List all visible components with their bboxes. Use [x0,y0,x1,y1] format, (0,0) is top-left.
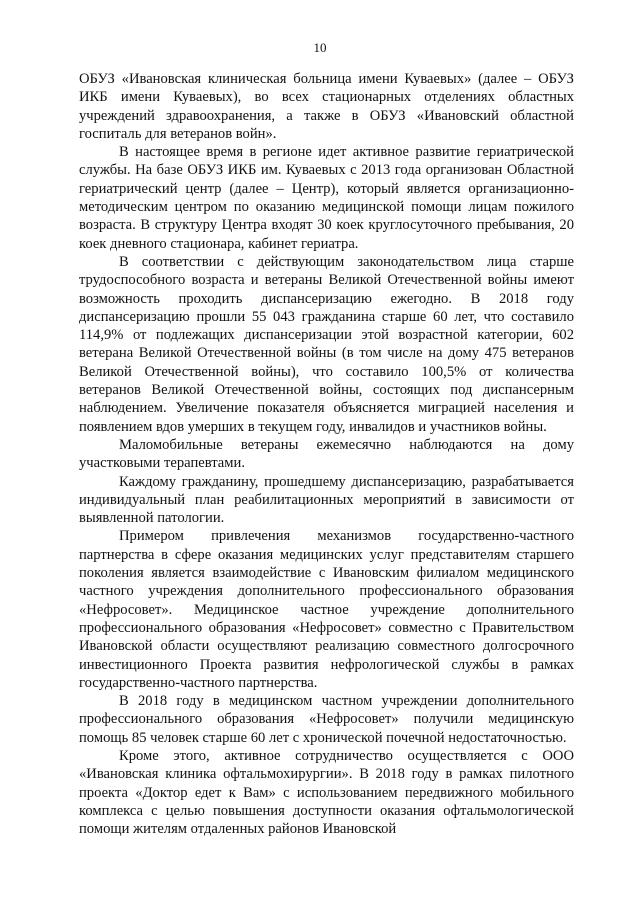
paragraph-nefrosovet-2018: В 2018 году в медицинском частном учреждении дополнительного профессионального образования «Нефросовет» получили медицинскую помощь 85 человек старше 60 лет с хронической почечной недостаточностью. [79,693,574,746]
page-number: 10 [313,40,327,55]
paragraph-geriatric-service: В настоящее время в регионе идет активное развитие гериатрической службы. На базе ОБУЗ ИКБ им. Куваевых с 2013 года организован Областной гериатрический центр (далее – Центр), который является организационно-методическим центром по оказанию медицинской помощи лицам пожилого возраста. В структуру Центра входят 30 коек круглосуточного пребывания, 20 коек дневного стационара, кабинет гериатра. [79,144,574,252]
paragraph-hospital-list: ОБУЗ «Ивановская клиническая больница имени Куваевых» (далее – ОБУЗ ИКБ имени Куваевых), во всех стационарных отделениях областных учреждений здравоохранения, а также в ОБУЗ «Ивановский областной госпиталь для ветеранов войн». [79,71,574,142]
paragraph-public-private-partnership: Примером привлечения механизмов государственно-частного партнерства в сфере оказания медицинских услуг представителям старшего поколения является взаимодействие с Ивановским филиалом медицинского частного учреждения дополнительного профессионального образования «Нефросовет». Медицинское частное учреждение дополнительного профессионального образования «Нефросовет» совместно с Правительством Ивановской области осуществляют реализацию совместного долгосрочного инвестиционного Проекта развития нефрологической службы в рамках государственно-частного партнерства. [79,528,574,691]
document-body [79,70,574,838]
paragraph-ophthalmology-clinic: Кроме этого, активное сотрудничество осуществляется с ООО «Ивановская клиника офтальмохирургии». В 2018 году в рамках пилотного проекта «Доктор едет к Вам» с использованием передвижного мобильного комплекса с целью повышения доступности оказания офтальмологической помощи жителям отдаленных районов Ивановской [79,747,574,838]
paragraph-low-mobility-veterans: Маломобильные ветераны ежемесячно наблюдаются на дому участковыми терапевтами. [79,436,574,472]
paragraph-dispensarization: В соответствии с действующим законодательством лица старше трудоспособного возраста и ветераны Великой Отечественной войны имеют возможность проходить диспансеризацию ежегодно. В 2018 году диспансеризацию прошли 55 043 гражданина старше 60 лет, что составило 114,9% от подлежащих диспансеризации этой возрастной категории, 602 ветерана Великой Отечественной войны (в том числе на дому 475 ветеранов Великой Отечественной войны), что составило 100,5% от количества ветеранов Великой Отечественной войны, состоящих под диспансерным наблюдением. Увеличение показателя объясняется миграцией населения и появлением вдов умерших в текущем году, инвалидов и участников войны. [79,253,574,435]
paragraph-rehabilitation-plan: Каждому гражданину, прошедшему диспансеризацию, разрабатывается индивидуальный план реабилитационных мероприятий в зависимости от выявленной патологии. [79,473,574,527]
